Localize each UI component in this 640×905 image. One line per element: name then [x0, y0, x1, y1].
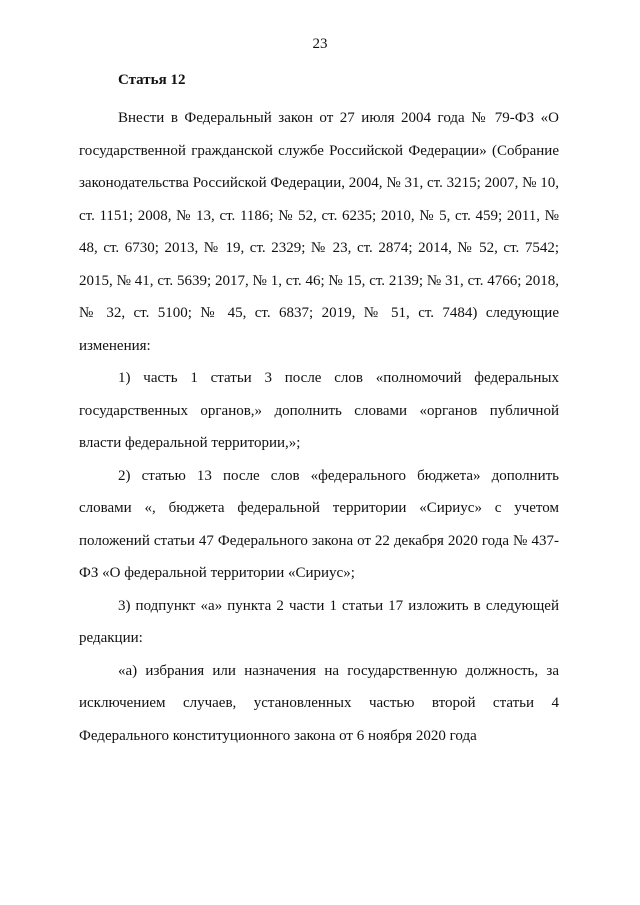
article-heading: Статья 12 — [118, 72, 186, 88]
paragraph-item-3a: «а) избрания или назначения на государственную должность, за исключением случаев, установленных частью второй статьи 4 Федерального конституционного закона от 6 ноября 2020 года — [79, 662, 559, 744]
paragraph-item-2: 2) статью 13 после слов «федерального бюджета» дополнить словами «, бюджета федеральной территории «Сириус» с учетом положений статьи 47 Федерального закона от 22 декабря 2020 года № 437-ФЗ «О федеральной территории «Сириус»; — [79, 467, 559, 581]
page-number: 23 — [312, 36, 328, 52]
paragraph-item-1: 1) часть 1 статьи 3 после слов «полномочий федеральных государственных органов,» дополнить словами «органов публичной власти федеральной территории,»; — [79, 370, 559, 451]
document-body — [79, 102, 559, 752]
paragraph-item-3: 3) подпункт «а» пункта 2 части 1 статьи 17 изложить в следующей редакции: — [79, 597, 559, 646]
paragraph-intro: Внести в Федеральный закон от 27 июля 2004 года № 79-ФЗ «О государственной гражданской службе Российской Федерации» (Собрание законодательства Российской Федерации, 2004, № 31, ст. 3215; 2007, № 10, ст. 1151; 2008, № 13, ст. 1186; № 52, ст. 6235; 2010, № 5, ст. 459; 2011, № 48, ст. 6730; 2013, № 19, ст. 2329; № 23, ст. 2874; 2014, № 52, ст. 7542; 2015, № 41, ст. 5639; 2017, № 1, ст. 46; № 15, ст. 2139; № 31, ст. 4766; 2018, № 32, ст. 5100; № 45, ст. 6837; 2019, № 51, ст. 7484) следующие изменения: — [79, 110, 559, 354]
